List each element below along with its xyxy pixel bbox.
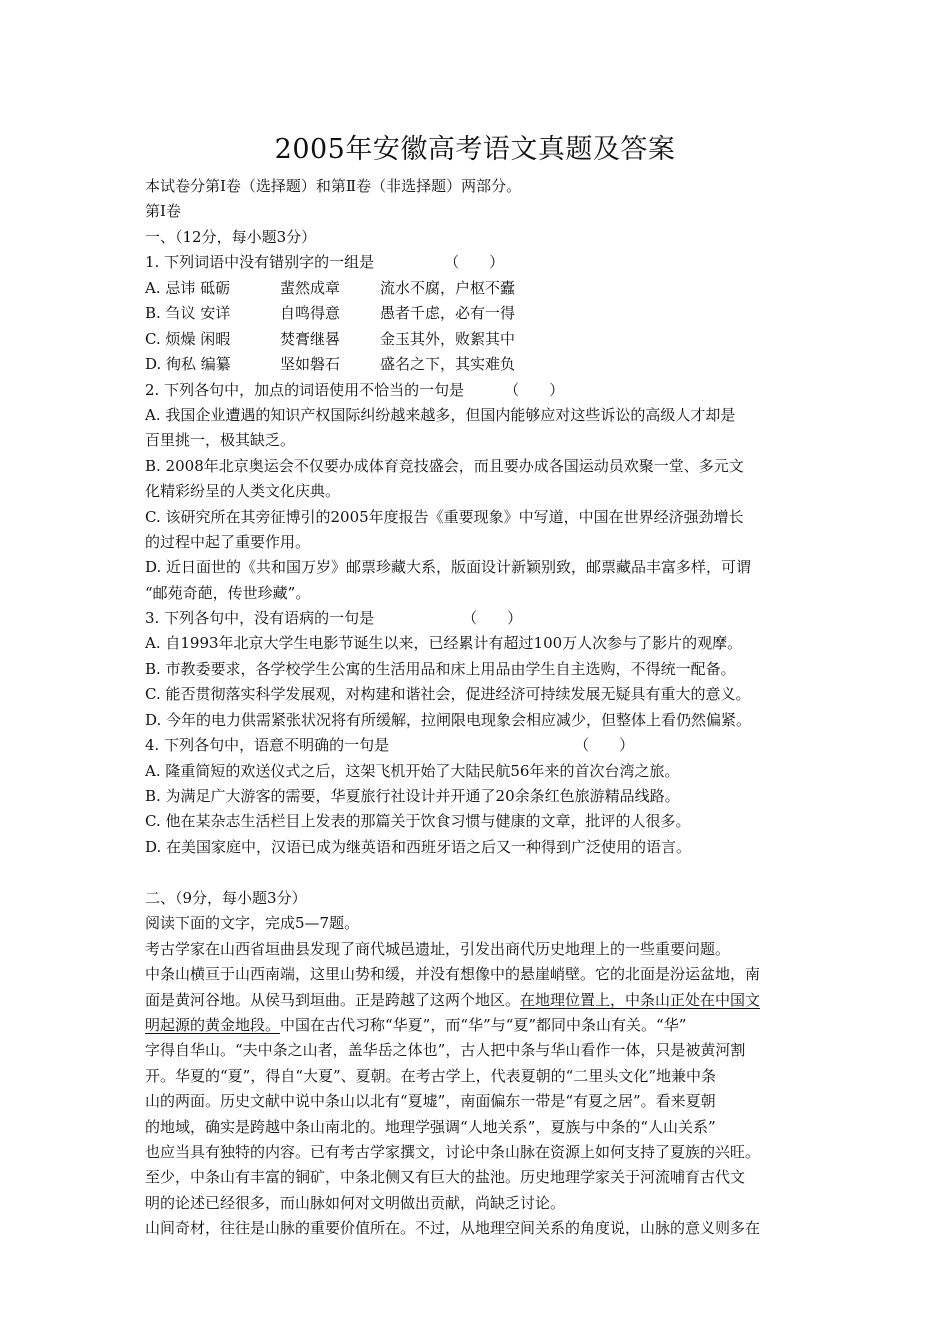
question-2-stem bbox=[145, 380, 825, 400]
answer-paren: （ ） bbox=[574, 736, 635, 754]
question-1-text: 1. 下列词语中没有错别字的一组是 bbox=[145, 253, 375, 271]
underlined-sentence: 在地理位置上，中条山正处在中国文 bbox=[520, 991, 761, 1009]
question-4-option-c: C. 他在某杂志生活栏目上发表的那篇关于饮食习惯与健康的文章，批评的人很多。 bbox=[145, 812, 691, 830]
passage-line: 至少，中条山有丰富的铜矿，中条北侧又有巨大的盐池。历史地理学家关于河流哺育古代文 bbox=[145, 1168, 746, 1186]
question-2-option-a-line2: 百里挑一，极其缺乏。 bbox=[145, 431, 296, 449]
reading-instruction: 阅读下面的文字，完成5—7题。 bbox=[145, 914, 360, 932]
option-words: A. 忌讳 砥砺 bbox=[145, 279, 231, 297]
passage-text: 中国在古代习称“华夏”，而“华”与“夏”都同中条山有关。“华” bbox=[280, 1016, 687, 1034]
question-1-option-b bbox=[145, 303, 825, 323]
question-2-option-a-line1: A. 我国企业遭遇的知识产权国际纠纷越来越多，但国内能够应对这些诉讼的高级人才却是 bbox=[145, 406, 736, 424]
option-saying: 愚者千虑，必有一得 bbox=[380, 304, 516, 322]
section-two-heading: 二、（9分，每小题3分） bbox=[145, 889, 307, 907]
page-title: 2005年安徽高考语文真题及答案 bbox=[274, 134, 676, 165]
question-2-option-d-line1: D. 近日面世的《共和国万岁》邮票珍藏大系，版面设计新颖别致，邮票藏品丰富多样，可谓 bbox=[145, 558, 752, 576]
question-2-option-c-line2: 的过程中起了重要作用。 bbox=[145, 533, 311, 551]
question-2-option-d-line2: “邮苑奇葩，传世珍藏”。 bbox=[145, 584, 311, 602]
option-words: C. 烦燥 闲暇 bbox=[145, 330, 231, 348]
option-words: D. 徇私 编纂 bbox=[145, 355, 231, 373]
passage-line: 字得自华山。“夫中条之山者，盖华岳之体也”，古人把中条与华山看作一体，只是被黄河割 bbox=[145, 1041, 746, 1059]
question-3-option-c: C. 能否贯彻落实科学发展观，对构建和谐社会，促进经济可持续发展无疑具有重大的意义。 bbox=[145, 685, 751, 703]
option-saying: 流水不腐，户枢不蠹 bbox=[380, 279, 516, 297]
question-4-option-a: A. 隆重简短的欢送仪式之后，这架飞机开始了大陆民航56年来的首次台湾之旅。 bbox=[145, 762, 680, 780]
option-idiom: 坚如磐石 bbox=[280, 355, 341, 373]
passage-line bbox=[145, 990, 825, 1010]
passage-line: 山的两面。历史文献中说中条山以北有“夏墟”，南面偏东一带是“有夏之居”。看来夏朝 bbox=[145, 1092, 716, 1110]
passage-paragraph-1: 考古学家在山西省垣曲县发现了商代城邑遗址，引发出商代历史地理上的一些重要问题。 bbox=[145, 940, 731, 958]
question-3-option-d: D. 今年的电力供需紧张状况将有所缓解，拉闸限电现象会相应减少，但整体上看仍然偏紧。 bbox=[145, 711, 752, 729]
passage-line: 的地域，确实是跨越中条山南北的。地理学强调“人地关系”，夏族与中条的“人山关系” bbox=[145, 1118, 716, 1136]
volume-heading: 第Ⅰ卷 bbox=[145, 202, 181, 220]
question-4-text: 4. 下列各句中，语意不明确的一句是 bbox=[145, 736, 390, 754]
question-2-option-c-line1: C. 该研究所在其旁征博引的2005年度报告《重要现象》中写道，中国在世界经济强劲增长 bbox=[145, 508, 744, 526]
answer-paren: （ ） bbox=[504, 381, 565, 399]
answer-paren: （ ） bbox=[444, 253, 505, 271]
section-one-heading: 一、（12分，每小题3分） bbox=[145, 228, 317, 246]
passage-line bbox=[145, 1015, 825, 1035]
question-4-stem bbox=[145, 735, 825, 755]
option-words: B. 刍议 安详 bbox=[145, 304, 231, 322]
intro-text: 本试卷分第Ⅰ卷（选择题）和第Ⅱ卷（非选择题）两部分。 bbox=[145, 177, 522, 195]
option-saying: 金玉其外，败絮其中 bbox=[380, 330, 516, 348]
question-1-stem bbox=[145, 252, 825, 272]
passage-line: 山间奇材，往往是山脉的重要价值所在。不过，从地理空间关系的角度说，山脉的意义则多在 bbox=[145, 1219, 761, 1237]
underlined-sentence: 明起源的黄金地段。 bbox=[145, 1016, 281, 1034]
passage-line: 开。华夏的“夏”，得自“大夏”、夏朝。在考古学上，代表夏朝的“二里头文化”地兼中条 bbox=[145, 1067, 717, 1085]
passage-line: 中条山横亘于山西南端，这里山势和缓，并没有想像中的悬崖峭壁。它的北面是汾运盆地，南 bbox=[145, 965, 761, 983]
question-4-option-b: B. 为满足广大游客的需要，华夏旅行社设计并开通了20余条红色旅游精品线路。 bbox=[145, 787, 680, 805]
question-1-option-c bbox=[145, 329, 825, 349]
question-4-option-d: D. 在美国家庭中，汉语已成为继英语和西班牙语之后又一种得到广泛使用的语言。 bbox=[145, 838, 692, 856]
option-idiom: 焚膏继晷 bbox=[280, 330, 341, 348]
option-idiom: 蜚然成章 bbox=[280, 279, 341, 297]
question-3-stem bbox=[145, 608, 825, 628]
question-2-option-b-line2: 化精彩纷呈的人类文化庆典。 bbox=[145, 482, 341, 500]
question-3-option-b: B. 市教委要求，各学校学生公寓的生活用品和床上用品由学生自主选购，不得统一配备。 bbox=[145, 660, 736, 678]
question-2-option-b-line1: B. 2008年北京奥运会不仅要办成体育竞技盛会，而且要办成各国运动员欢聚一堂、多元文 bbox=[145, 457, 744, 475]
question-3-text: 3. 下列各句中，没有语病的一句是 bbox=[145, 609, 375, 627]
option-saying: 盛名之下，其实难负 bbox=[380, 355, 516, 373]
passage-text: 面是黄河谷地。从侯马到垣曲。正是跨越了这两个地区。 bbox=[145, 991, 521, 1009]
passage-line: 也应当具有独特的内容。已有考古学家撰文，讨论中条山脉在资源上如何支持了夏族的兴旺。 bbox=[145, 1143, 761, 1161]
option-idiom: 自鸣得意 bbox=[280, 304, 341, 322]
answer-paren: （ ） bbox=[462, 609, 523, 627]
question-1-option-a bbox=[145, 278, 825, 298]
question-1-option-d bbox=[145, 354, 825, 374]
question-2-text: 2. 下列各句中，加点的词语使用不恰当的一句是 bbox=[145, 381, 465, 399]
question-3-option-a: A. 自1993年北京大学生电影节诞生以来，已经累计有超过100万人次参与了影片的观摩。 bbox=[145, 634, 743, 652]
passage-line: 明的论述已经很多，而山脉如何对文明做出贡献，尚缺乏讨论。 bbox=[145, 1194, 566, 1212]
